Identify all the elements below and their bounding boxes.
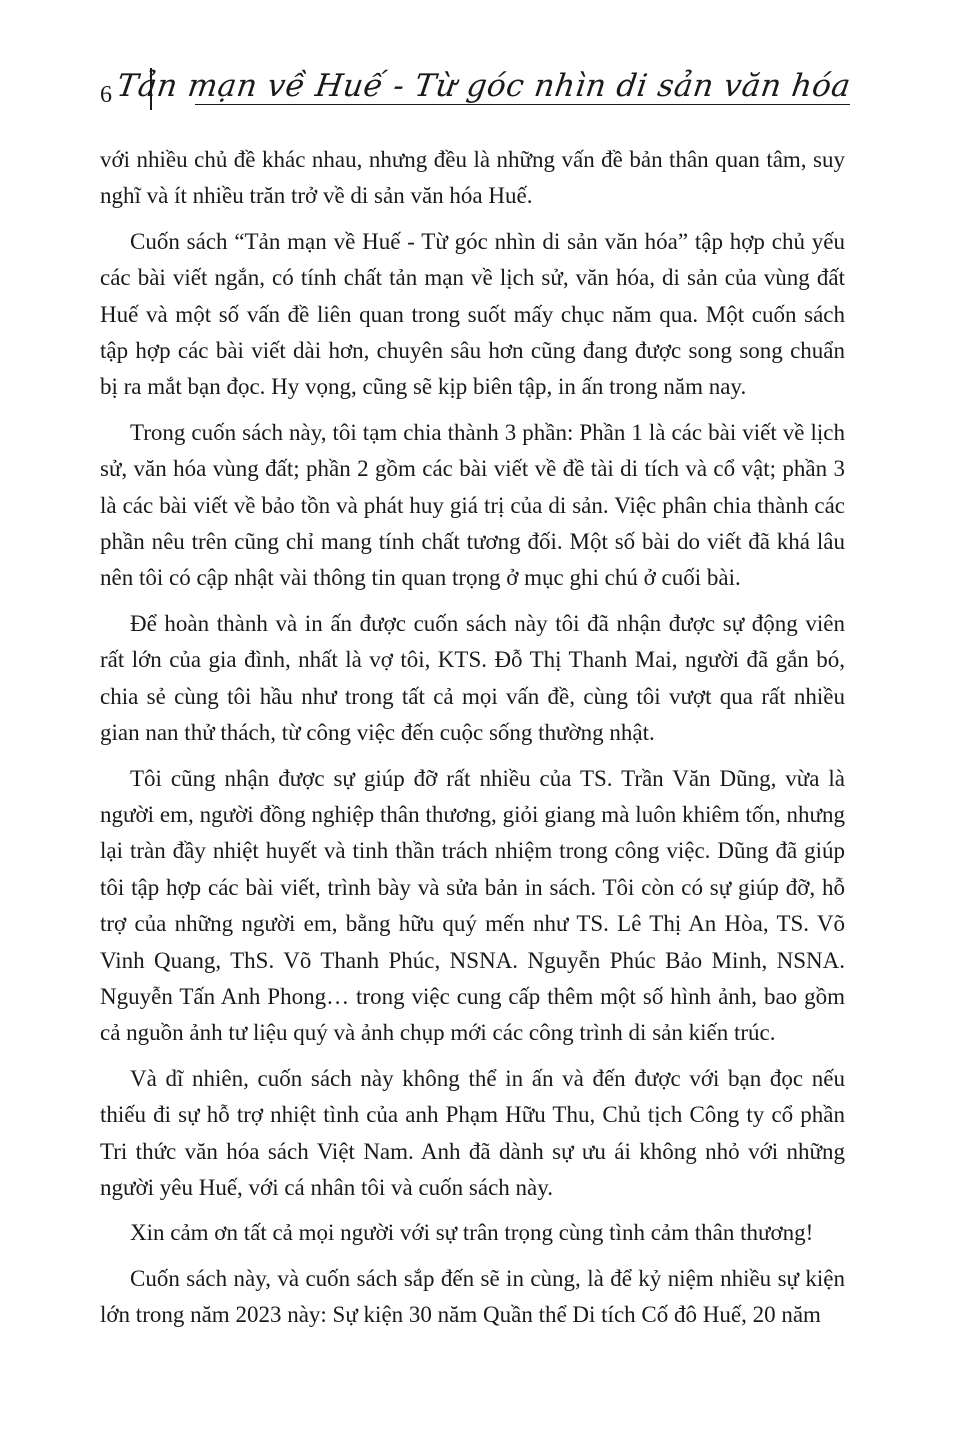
paragraph: Trong cuốn sách này, tôi tạm chia thành 3 phần: Phần 1 là các bài viết về lịch sử, văn hóa vùng đất; phần 2 gồm các bài viết về đề tài di tích và cổ vật; phần 3 là các bài viết về bảo tồn và phát huy giá trị của di sản. Việc phân chia thành các phần nêu trên cũng chỉ mang tính chất tương đối. Một số bài do viết đã khá lâu nên tôi có cập nhật vài thông tin quan trọng ở mục ghi chú ở cuối bài.	[100, 419, 845, 591]
page-number: 6	[100, 82, 112, 108]
paragraph: Xin cảm ơn tất cả mọi người với sự trân trọng cùng tình cảm thân thương!	[130, 1220, 814, 1246]
paragraph: Để hoàn thành và in ấn được cuốn sách này tôi đã nhận được sự động viên rất lớn của gia đình, nhất là vợ tôi, KTS. Đỗ Thị Thanh Mai, người đã gắn bó, chia sẻ cùng tôi hầu như trong tất cả mọi vấn đề, cùng tôi vượt qua rất nhiều gian nan thử thách, từ công việc đến cuộc sống thường nhật.	[100, 610, 845, 746]
paragraph: Tôi cũng nhận được sự giúp đỡ rất nhiều của TS. Trần Văn Dũng, vừa là người em, người đồng nghiệp thân thương, giỏi giang mà luôn khiêm tốn, nhưng lại tràn đầy nhiệt huyết và tinh thần trách nhiệm trong công việc. Dũng đã giúp tôi tập hợp các bài viết, trình bày và sửa bản in sách. Tôi còn có sự giúp đỡ, hỗ trợ của những người em, bằng hữu quý mến như TS. Lê Thị An Hòa, TS. Võ Vinh Quang, ThS. Võ Thanh Phúc, NSNA. Nguyễn Phúc Bảo Minh, NSNA. Nguyễn Tấn Anh Phong… trong việc cung cấp thêm một số hình ảnh, bao gồm cả nguồn ảnh tư liệu quý và ảnh chụp mới các công trình di sản kiến trúc.	[100, 765, 845, 1046]
paragraph: Cuốn sách “Tản mạn về Huế - Từ góc nhìn di sản văn hóa” tập hợp chủ yếu các bài viết ngắn, có tính chất tản mạn về lịch sử, văn hóa, di sản của vùng đất Huế và một số vấn đề liên quan trong suốt mấy chục năm qua. Một cuốn sách tập hợp các bài viết dài hơn, chuyên sâu hơn cũng đang được song song chuẩn bị ra mắt bạn đọc. Hy vọng, cũng sẽ kịp biên tập, in ấn trong năm nay.	[100, 228, 845, 400]
running-title: Tản mạn về Huế - Từ góc nhìn di sản văn hóa	[114, 68, 854, 104]
body-text	[100, 142, 845, 1343]
paragraph: Và dĩ nhiên, cuốn sách này không thể in ấn và đến được với bạn đọc nếu thiếu đi sự hỗ trợ nhiệt tình của anh Phạm Hữu Thu, Chủ tịch Công ty cổ phần Tri thức văn hóa sách Việt Nam. Anh đã dành sự ưu ái không nhỏ với những người yêu Huế, với cá nhân tôi và cuốn sách này.	[100, 1065, 845, 1200]
paragraph: Cuốn sách này, và cuốn sách sắp đến sẽ in cùng, là để kỷ niệm nhiều sự kiện lớn trong năm 2023 này: Sự kiện 30 năm Quần thể Di tích Cố đô Huế, 20 năm	[100, 1265, 845, 1328]
paragraph: với nhiều chủ đề khác nhau, nhưng đều là những vấn đề bản thân quan tâm, suy nghĩ và ít nhiều trăn trở về di sản văn hóa Huế.	[100, 147, 845, 209]
page-header	[0, 0, 969, 130]
